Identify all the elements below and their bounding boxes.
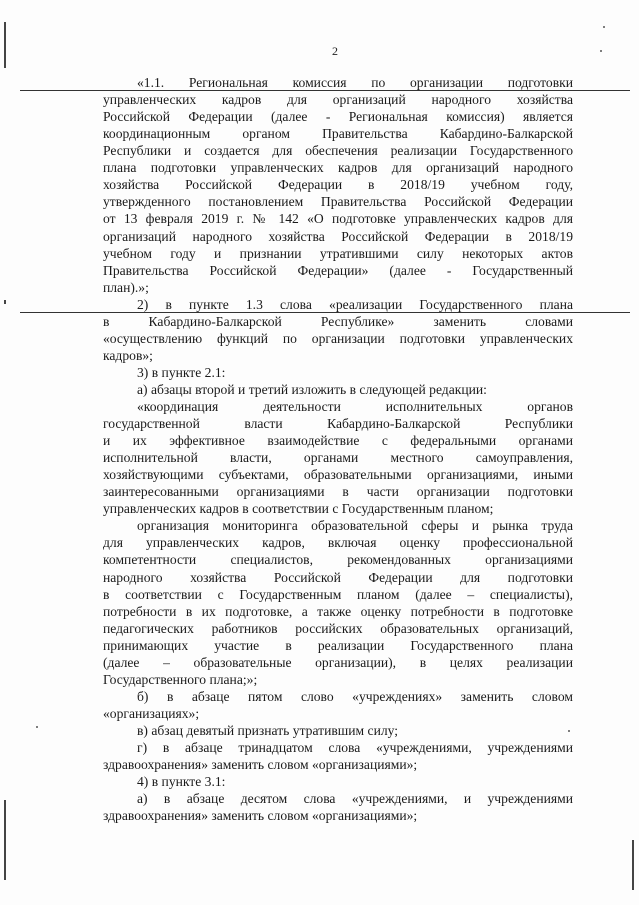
text-line: 4) в пункте 3.1: (137, 774, 226, 790)
text-line: от 13 февраля 2019 г. № 142 «О подготовке управленческих кадров для (103, 211, 573, 227)
text-line: а) абзацы второй и третий изложить в следующей редакции: (137, 381, 487, 397)
scan-strike-line (20, 90, 630, 91)
text-line: 2) в пункте 1.3 слова «реализации Государственного плана (137, 296, 573, 312)
text-line: «1.1. Региональная комиссия по организации подготовки (137, 75, 573, 90)
text-line: управленческих кадров в соответствии с Государственным планом; (103, 501, 494, 517)
text-line: народного хозяйства Российской Федерации для подготовки (103, 569, 573, 585)
text-line: компетентности специалистов, рекомендованных организациями (103, 552, 573, 568)
text-line: в) абзац девятый признать утратившим силу; (137, 722, 399, 738)
text-line: и их эффективное взаимодействие с федеральными органами (103, 433, 573, 449)
page-number: 2 (332, 44, 338, 58)
text-line: для управленческих кадров, включая оценку профессиональной (103, 535, 573, 551)
text-line: организация мониторинга образовательной сферы и рынка труда (137, 518, 573, 534)
text-line: Республики и создается для обеспечения реализации Государственного (103, 143, 573, 159)
scan-edge-mark (4, 22, 6, 68)
text-line: план).»; (103, 279, 149, 295)
text-line: принимающих участие в реализации Государственного плана (103, 637, 573, 653)
text-line: хозяйствующими субъектами, образовательными организациями, иными (103, 467, 573, 483)
scan-edge-mark (4, 300, 6, 304)
text-line: Российской Федерации (далее - Региональная комиссия) является (103, 109, 573, 125)
text-line: а) в абзаце десятом слова «учреждениями, и учреждениями (137, 791, 573, 807)
text-line: координационным органом Правительства Кабардино-Балкарской (103, 126, 573, 142)
text-line: заинтересованными организациями в части организации подготовки (103, 484, 573, 500)
text-line: (далее – образовательные организации), в целях реализации (103, 654, 573, 670)
text-line: утвержденного постановлением Правительства Российской Федерации (103, 194, 573, 210)
text-line: учебном году и признании утратившими силу некоторых актов (103, 245, 573, 261)
scan-strike-line (20, 312, 630, 313)
text-line: управленческих кадров для организаций народного хозяйства (103, 92, 573, 107)
scan-speck (36, 726, 38, 728)
text-line: «координация деятельности исполнительных органов (137, 398, 573, 414)
text-line: г) в абзаце тринадцатом слова «учреждениями, учреждениями (137, 740, 573, 755)
text-line: исполнительной власти, органами местного самоуправления, (103, 450, 573, 466)
text-line: кадров»; (103, 347, 153, 363)
text-line: б) в абзаце пятом слово «учреждениях» заменить словом (137, 688, 573, 704)
text-line: в Кабардино-Балкарской Республике» заменить словами (103, 313, 573, 329)
scan-edge-mark (4, 800, 6, 880)
text-line: государственной власти Кабардино-Балкарской Республики (103, 416, 573, 431)
text-line: 3) в пункте 2.1: (137, 364, 226, 380)
text-line: педагогических работников российских образовательных организаций, (103, 620, 573, 636)
text-line: потребности в их подготовке, а также оценку потребности в подготовке (103, 603, 573, 619)
text-line: Правительства Российской Федерации» (далее - Государственный (103, 262, 573, 278)
text-line: «организациях»; (103, 705, 200, 721)
scan-speck (600, 50, 602, 52)
text-line: Государственного плана;»; (103, 671, 258, 687)
text-line: «осуществлению функций по организации подготовки управленческих (103, 330, 573, 346)
text-line: организаций народного хозяйства Российской Федерации в 2018/19 (103, 228, 573, 244)
text-line: здравоохранения» заменить словом «организациями»; (103, 808, 418, 824)
text-line: в соответствии с Государственным планом (далее – специалисты), (103, 586, 573, 602)
text-line: хозяйства Российской Федерации в 2018/19 учебном году, (103, 177, 573, 193)
scan-edge-mark (632, 840, 634, 890)
scan-speck (603, 26, 605, 28)
text-line: плана подготовки управленческих кадров для организаций народного (103, 160, 573, 176)
text-line: здравоохранения» заменить словом «организациями»; (103, 757, 418, 772)
